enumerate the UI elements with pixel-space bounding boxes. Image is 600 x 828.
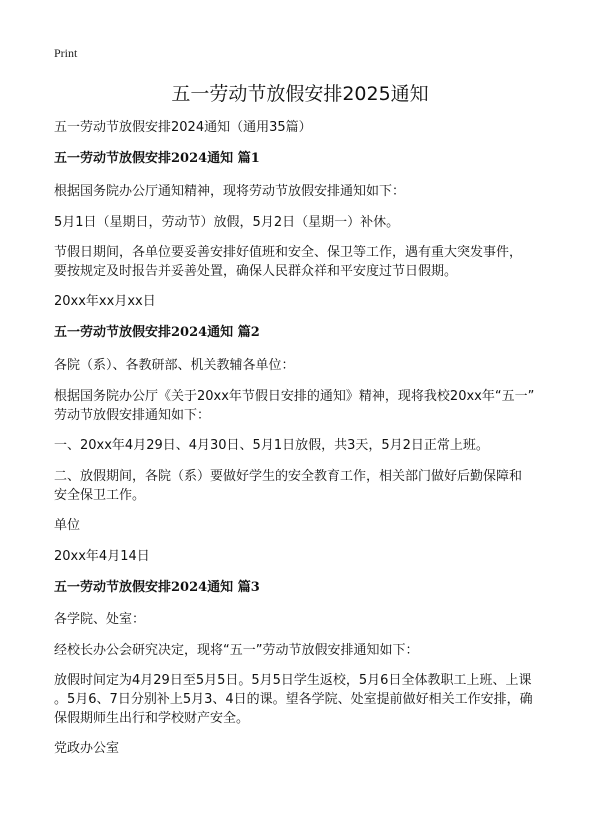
section-2-paragraph: 根据国务院办公厅《关于20xx年节假日安排的通知》精神，现将我校20xx年“五一”: [54, 389, 535, 404]
section-1-paragraph: 根据国务院办公厅通知精神，现将劳动节放假安排通知如下：: [54, 184, 406, 199]
section-1-paragraph: 节假日期间，各单位要妥善安排好值班和安全、保卫等工作，遇有重大突发事件，: [54, 245, 523, 260]
section-2-paragraph: 二、放假期间，各院（系）要做好学生的安全教育工作，相关部门做好后勤保障和: [54, 469, 523, 484]
section-3-paragraph: 经校长办公会研究决定，现将“五一”劳动节放假安排通知如下：: [54, 643, 419, 658]
section-2-paragraph: 一、20xx年4月29日、4月30日、5月1日放假，共3天，5月2日正常上班。: [54, 438, 489, 453]
section-1-heading: 五一劳动节放假安排2024通知 篇1: [54, 151, 260, 166]
section-2-heading: 五一劳动节放假安排2024通知 篇2: [54, 325, 260, 340]
document-title: 五一劳动节放假安排2025通知: [171, 83, 429, 105]
section-2-date: 20xx年4月14日: [54, 549, 150, 564]
section-3-paragraph: 放假时间定为4月29日至5月5日。5月5日学生返校，5月6日全体教职工上班、上课: [54, 673, 532, 688]
section-3-paragraph: 各学院、处室：: [54, 612, 146, 627]
section-1-date: 20xx年xx月xx日: [54, 294, 156, 309]
document-subtitle: 五一劳动节放假安排2024通知（通用35篇）: [54, 120, 312, 135]
section-1-paragraph: 5月1日（星期日，劳动节）放假，5月2日（星期一）补休。: [54, 215, 400, 230]
section-1-paragraph: 要按规定及时报告并妥善处置，确保人民群众祥和平安度过节日假期。: [54, 264, 458, 279]
section-2-paragraph: 劳动节放假安排通知如下：: [54, 408, 211, 423]
section-2-signature: 单位: [54, 518, 81, 533]
section-2-paragraph: 各院（系）、各教研部、机关教辅各单位：: [54, 358, 295, 373]
section-2-paragraph: 安全保卫工作。: [54, 488, 146, 503]
section-3-signature: 党政办公室: [54, 741, 120, 756]
section-3-paragraph: 。5月6、7日分别补上5月3、4日的课。望各学院、处室提前做好相关工作安排，确: [54, 692, 533, 707]
print-label: Print: [54, 46, 78, 60]
section-3-heading: 五一劳动节放假安排2024通知 篇3: [54, 580, 260, 595]
section-3-paragraph: 保假期师生出行和学校财产安全。: [54, 711, 250, 726]
